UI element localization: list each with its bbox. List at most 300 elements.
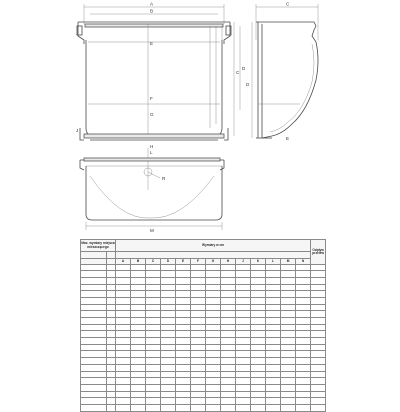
table-cell: [236, 331, 251, 338]
table-cell: [176, 271, 191, 278]
table-cell: [281, 304, 296, 311]
table-cell: [221, 398, 236, 405]
table-cell: [131, 324, 146, 331]
table-cell: [191, 371, 206, 378]
table-cell: [116, 404, 131, 411]
table-cell: [116, 338, 131, 345]
remarks-cell: [311, 344, 326, 351]
table-cell: [266, 304, 281, 311]
max-size-header: Max. wymiary miejsca mieszczącego: [81, 240, 116, 252]
table-cell: [176, 404, 191, 411]
table-cell: [266, 291, 281, 298]
table-cell: [131, 318, 146, 325]
table-cell: [251, 331, 266, 338]
table-cell: [81, 364, 107, 371]
table-cell: [206, 304, 221, 311]
table-cell: [176, 344, 191, 351]
table-cell: [236, 398, 251, 405]
table-cell: [161, 311, 176, 318]
table-cell: [146, 358, 161, 365]
table-cell: [266, 311, 281, 318]
table-cell: [146, 331, 161, 338]
table-cell: [191, 318, 206, 325]
column-header: A: [116, 259, 131, 265]
table-cell: [236, 318, 251, 325]
table-cell: [281, 344, 296, 351]
dimensions-group-header: Wymiary w cm: [116, 240, 311, 252]
table-cell: [236, 404, 251, 411]
table-row: [81, 271, 326, 278]
table-cell: [206, 338, 221, 345]
table-cell: [107, 324, 116, 331]
table-cell: [251, 284, 266, 291]
table-cell: [191, 291, 206, 298]
table-cell: [81, 404, 107, 411]
table-cell: [131, 358, 146, 365]
table-cell: [116, 311, 131, 318]
table-cell: [191, 264, 206, 271]
table-cell: [206, 398, 221, 405]
table-cell: [206, 331, 221, 338]
table-cell: [146, 324, 161, 331]
table-cell: [161, 331, 176, 338]
table-cell: [81, 371, 107, 378]
table-cell: [266, 364, 281, 371]
table-cell: [176, 331, 191, 338]
table-cell: [146, 344, 161, 351]
table-cell: [81, 358, 107, 365]
column-header: M: [281, 259, 296, 265]
table-cell: [266, 344, 281, 351]
table-cell: [296, 351, 311, 358]
table-cell: [236, 358, 251, 365]
table-cell: [251, 264, 266, 271]
table-cell: [266, 398, 281, 405]
table-cell: [206, 358, 221, 365]
table-row: [81, 324, 326, 331]
table-row: [81, 318, 326, 325]
table-cell: [251, 277, 266, 284]
table-cell: [116, 304, 131, 311]
table-cell: [206, 264, 221, 271]
table-cell: [131, 291, 146, 298]
table-cell: [236, 271, 251, 278]
table-cell: [176, 351, 191, 358]
table-cell: [176, 324, 191, 331]
table-cell: [251, 324, 266, 331]
remarks-cell: [311, 338, 326, 345]
column-header: B: [131, 259, 146, 265]
table-cell: [206, 291, 221, 298]
table-cell: [236, 264, 251, 271]
table-cell: [131, 404, 146, 411]
table-cell: [281, 277, 296, 284]
remarks-cell: [311, 318, 326, 325]
table-row: [81, 277, 326, 284]
footnote-2: [84, 386, 324, 394]
table-cell: [107, 318, 116, 325]
table-cell: [131, 271, 146, 278]
table-cell: [176, 371, 191, 378]
table-cell: [206, 311, 221, 318]
table-cell: [116, 324, 131, 331]
dim-label-j: J: [76, 128, 79, 133]
table-cell: [296, 324, 311, 331]
column-header: N: [296, 259, 311, 265]
table-cell: [146, 277, 161, 284]
table-cell: [146, 371, 161, 378]
table-cell: [146, 318, 161, 325]
table-cell: [236, 324, 251, 331]
table-cell: [191, 311, 206, 318]
table-cell: [191, 304, 206, 311]
table-cell: [281, 318, 296, 325]
table-cell: [206, 318, 221, 325]
table-cell: [131, 344, 146, 351]
table-cell: [146, 398, 161, 405]
table-cell: [191, 277, 206, 284]
table-cell: [81, 297, 107, 304]
table-cell: [266, 324, 281, 331]
table-cell: [191, 358, 206, 365]
table-cell: [191, 338, 206, 345]
table-cell: [116, 318, 131, 325]
table-cell: [251, 304, 266, 311]
dim-label-f: F: [150, 96, 153, 101]
remarks-cell: [311, 398, 326, 405]
table-cell: [251, 344, 266, 351]
table-cell: [81, 318, 107, 325]
table-cell: [116, 364, 131, 371]
top-view: [80, 148, 224, 233]
max-size-units: [81, 252, 107, 259]
table-cell: [191, 398, 206, 405]
table-cell: [107, 351, 116, 358]
table-cell: [281, 297, 296, 304]
table-cell: [116, 284, 131, 291]
table-row: [81, 297, 326, 304]
table-cell: [176, 358, 191, 365]
remarks-cell: [311, 358, 326, 365]
table-cell: [81, 311, 107, 318]
table-cell: [221, 404, 236, 411]
table-cell: [131, 351, 146, 358]
table-cell: [281, 311, 296, 318]
table-cell: [221, 271, 236, 278]
table-cell: [81, 271, 107, 278]
table-cell: [176, 304, 191, 311]
table-cell: [266, 371, 281, 378]
top-dim-label-m: M: [150, 228, 154, 233]
table-cell: [116, 371, 131, 378]
table-cell: [206, 364, 221, 371]
table-cell: [191, 404, 206, 411]
table-cell: [191, 344, 206, 351]
table-cell: [236, 297, 251, 304]
table-cell: [131, 264, 146, 271]
table-cell: [281, 331, 296, 338]
table-cell: [131, 371, 146, 378]
table-cell: [81, 331, 107, 338]
table-cell: [221, 277, 236, 284]
table-cell: [191, 331, 206, 338]
table-cell: [81, 277, 107, 284]
dim-label-b: B: [150, 8, 154, 14]
table-row: [81, 364, 326, 371]
table-cell: [206, 344, 221, 351]
column-header: D: [161, 259, 176, 265]
table-cell: [236, 351, 251, 358]
table-cell: [81, 398, 107, 405]
table-cell: [296, 338, 311, 345]
table-cell: [161, 344, 176, 351]
table-cell: [296, 371, 311, 378]
table-cell: [146, 338, 161, 345]
ref-number-header: [107, 252, 116, 259]
table-cell: [251, 351, 266, 358]
table-cell: [161, 318, 176, 325]
remarks-cell: [311, 271, 326, 278]
table-cell: [221, 344, 236, 351]
table-cell: [221, 364, 236, 371]
table-cell: [131, 331, 146, 338]
table-cell: [176, 338, 191, 345]
table-cell: [236, 291, 251, 298]
table-cell: [107, 304, 116, 311]
column-header: H: [221, 259, 236, 265]
top-dim-label-r: R: [162, 176, 166, 181]
table-cell: [281, 284, 296, 291]
table-cell: [176, 398, 191, 405]
table-cell: [251, 404, 266, 411]
table-cell: [131, 284, 146, 291]
table-cell: [236, 371, 251, 378]
table-row: [81, 331, 326, 338]
table-cell: [296, 358, 311, 365]
table-cell: [191, 271, 206, 278]
table-cell: [221, 297, 236, 304]
table-cell: [107, 291, 116, 298]
dim-label-h: H: [150, 144, 154, 149]
remarks-cell: [311, 284, 326, 291]
table-cell: [251, 371, 266, 378]
table-cell: [281, 291, 296, 298]
table-cell: [81, 324, 107, 331]
table-cell: [146, 271, 161, 278]
column-header: J: [236, 259, 251, 265]
table-cell: [281, 324, 296, 331]
table-cell: [81, 338, 107, 345]
table-cell: [107, 398, 116, 405]
side-dim-label-e: E: [286, 136, 290, 141]
table-cell: [191, 351, 206, 358]
table-cell: [221, 304, 236, 311]
table-cell: [176, 297, 191, 304]
table-cell: [296, 264, 311, 271]
table-cell: [221, 351, 236, 358]
table-cell: [206, 297, 221, 304]
table-row: [81, 311, 326, 318]
remarks-cell: [311, 324, 326, 331]
table-cell: [107, 271, 116, 278]
table-cell: [206, 404, 221, 411]
table-cell: [296, 398, 311, 405]
remarks-cell: [311, 304, 326, 311]
table-cell: [107, 277, 116, 284]
table-cell: [251, 291, 266, 298]
table-cell: [107, 311, 116, 318]
table-cell: [161, 277, 176, 284]
table-cell: [146, 404, 161, 411]
table-row: [81, 404, 326, 411]
table-row: [81, 264, 326, 271]
side-dim-label-c: C: [286, 1, 290, 7]
table-cell: [281, 271, 296, 278]
dim-label-g: G: [150, 112, 154, 117]
remarks-cell: [311, 371, 326, 378]
table-cell: [161, 404, 176, 411]
table-cell: [221, 311, 236, 318]
side-dim-label-d: D: [246, 82, 250, 87]
table-cell: [81, 264, 107, 271]
table-cell: [281, 358, 296, 365]
table-cell: [161, 358, 176, 365]
table-cell: [266, 331, 281, 338]
table-cell: [161, 271, 176, 278]
remarks-cell: [311, 364, 326, 371]
table-cell: [266, 271, 281, 278]
remarks-cell: [311, 351, 326, 358]
table-cell: [266, 284, 281, 291]
table-cell: [107, 297, 116, 304]
table-cell: [206, 324, 221, 331]
table-cell: [236, 344, 251, 351]
table-row: [81, 304, 326, 311]
table-cell: [161, 264, 176, 271]
table-cell: [107, 284, 116, 291]
table-cell: [266, 318, 281, 325]
table-cell: [191, 297, 206, 304]
table-cell: [236, 284, 251, 291]
table-cell: [236, 304, 251, 311]
table-cell: [161, 297, 176, 304]
table-cell: [251, 338, 266, 345]
remarks-cell: [311, 311, 326, 318]
table-cell: [116, 271, 131, 278]
remarks-cell: [311, 291, 326, 298]
table-cell: [161, 371, 176, 378]
table-cell: [116, 264, 131, 271]
table-cell: [296, 297, 311, 304]
table-cell: [221, 264, 236, 271]
top-dim-label-l: L: [150, 150, 153, 155]
remarks-cell: [311, 277, 326, 284]
table-cell: [116, 358, 131, 365]
table-cell: [116, 351, 131, 358]
column-header: C: [146, 259, 161, 265]
table-cell: [131, 338, 146, 345]
dim-label-c: C: [236, 70, 240, 75]
table-cell: [281, 264, 296, 271]
table-cell: [236, 364, 251, 371]
table-cell: [281, 371, 296, 378]
table-cell: [107, 364, 116, 371]
table-row: [81, 398, 326, 405]
table-cell: [161, 324, 176, 331]
table-cell: [296, 271, 311, 278]
table-cell: [107, 344, 116, 351]
column-header: F: [191, 259, 206, 265]
table-cell: [107, 331, 116, 338]
table-cell: [266, 338, 281, 345]
table-row: [81, 351, 326, 358]
table-cell: [146, 297, 161, 304]
table-cell: [296, 284, 311, 291]
table-cell: [221, 338, 236, 345]
side-view: [246, 2, 318, 142]
table-cell: [221, 324, 236, 331]
table-row: [81, 291, 326, 298]
table-cell: [161, 398, 176, 405]
table-row: [81, 338, 326, 345]
table-cell: [176, 364, 191, 371]
table-cell: [296, 331, 311, 338]
table-cell: [281, 404, 296, 411]
table-cell: [266, 297, 281, 304]
table-cell: [251, 398, 266, 405]
table-cell: [251, 297, 266, 304]
table-cell: [236, 338, 251, 345]
table-cell: [161, 364, 176, 371]
table-cell: [281, 351, 296, 358]
table-cell: [296, 291, 311, 298]
table-cell: [221, 284, 236, 291]
table-cell: [191, 284, 206, 291]
table-cell: [131, 398, 146, 405]
table-cell: [81, 291, 107, 298]
table-cell: [296, 404, 311, 411]
table-cell: [206, 277, 221, 284]
table-cell: [161, 351, 176, 358]
table-cell: [281, 338, 296, 345]
dim-label-e: E: [150, 41, 154, 46]
table-cell: [81, 284, 107, 291]
table-cell: [251, 358, 266, 365]
table-cell: [146, 364, 161, 371]
column-header: K: [251, 259, 266, 265]
table-cell: [251, 364, 266, 371]
remarks-cell: [311, 331, 326, 338]
table-cell: [131, 297, 146, 304]
table-cell: [161, 284, 176, 291]
table-cell: [266, 351, 281, 358]
footnote-1: [84, 378, 324, 386]
table-cell: [107, 264, 116, 271]
table-cell: [281, 398, 296, 405]
table-cell: [191, 364, 206, 371]
remarks-cell: [311, 297, 326, 304]
front-view: [76, 2, 246, 150]
table-cell: [131, 277, 146, 284]
table-cell: [281, 364, 296, 371]
table-cell: [81, 344, 107, 351]
table-cell: [266, 358, 281, 365]
table-row: [81, 371, 326, 378]
dim-label-a: A: [150, 1, 154, 7]
table-cell: [146, 304, 161, 311]
table-cell: [296, 277, 311, 284]
table-cell: [146, 284, 161, 291]
